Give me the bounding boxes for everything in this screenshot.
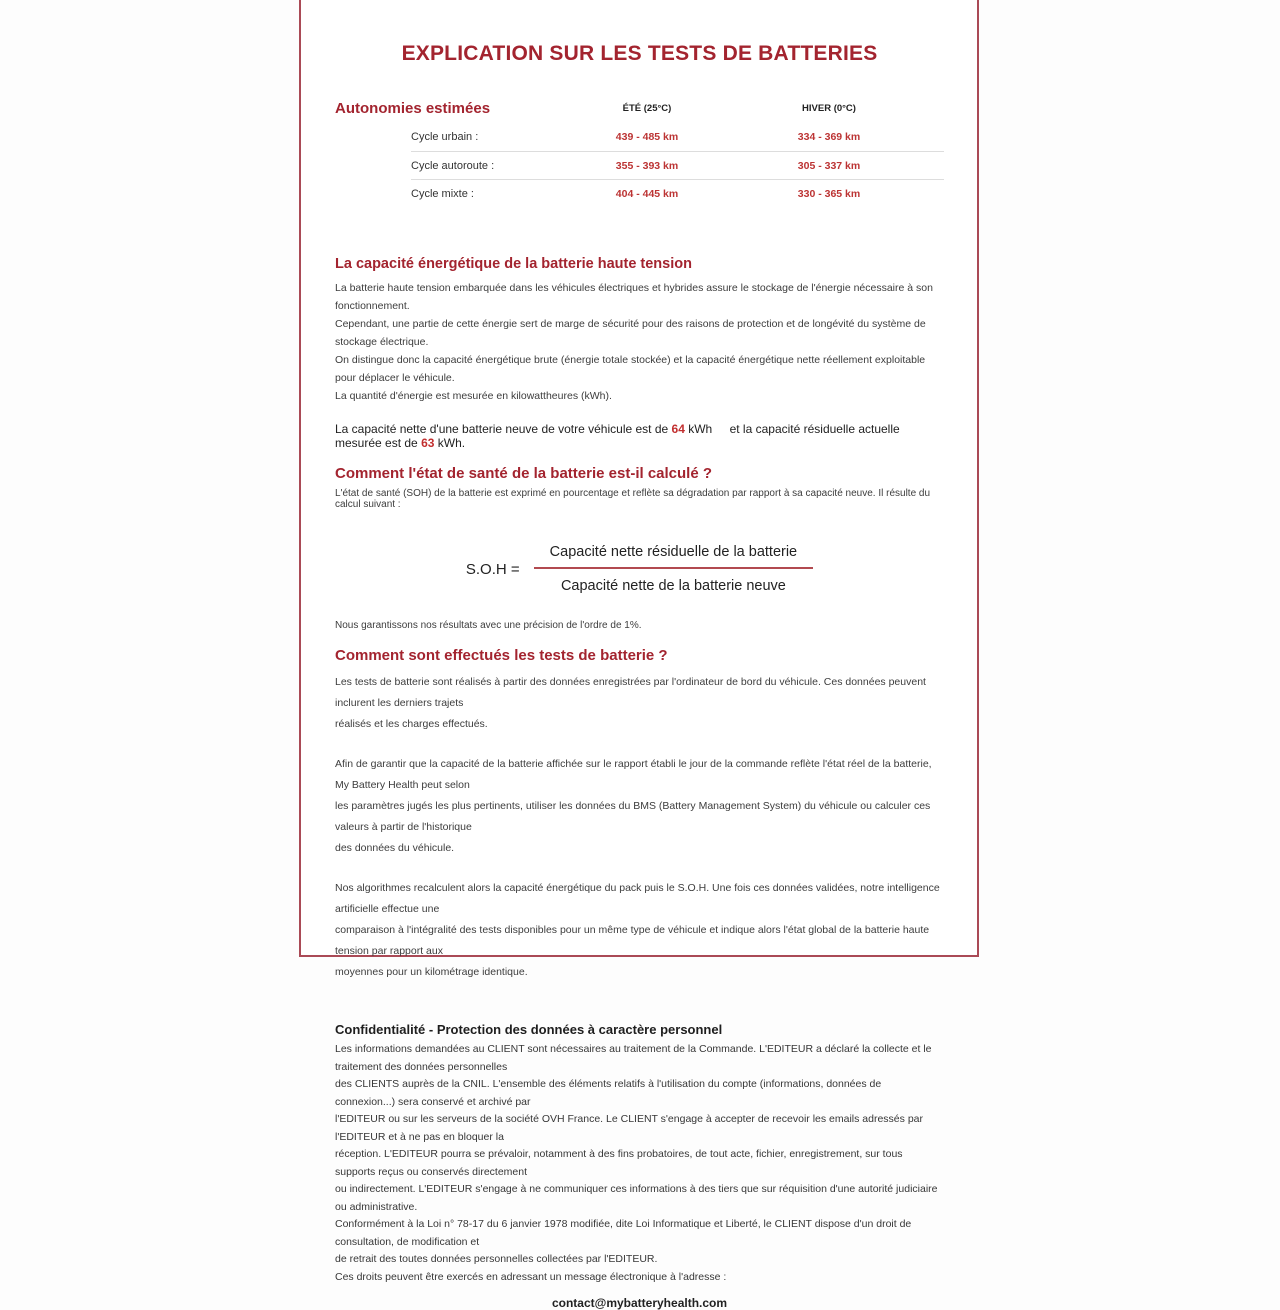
body-line: réception. L'EDITEUR pourra se prévaloir, notamment à des fins probatoires, de tout acte, fichier, enregistrement, sur tous supports reçus ou conservés directement [335, 1148, 903, 1178]
page-title: EXPLICATION SUR LES TESTS DE BATTERIES [401, 42, 878, 65]
table-row [411, 151, 944, 179]
residual-capacity-unit: kWh. [437, 436, 466, 450]
body-line: Conformément à la Loi n° 78-17 du 6 janvier 1978 modifiée, dite Loi Informatique et Liberté, le CLIENT dispose d'un droit de consultation, de modification et [335, 1218, 912, 1248]
body-line: Ces droits peuvent être exercés en adressant un message électronique à l'adresse : [335, 1270, 727, 1283]
section-tests-heading: Comment sont effectués les tests de batterie ? [335, 647, 668, 664]
tests-paragraph-1 [335, 672, 944, 735]
winter-value: 330 - 365 km [797, 187, 861, 200]
body-line: des données du véhicule. [335, 842, 455, 854]
formula-numerator: Capacité nette résiduelle de la batterie [534, 544, 813, 569]
tests-paragraph-3 [335, 878, 944, 983]
row-label: Cycle urbain : [411, 131, 479, 143]
summer-value: 355 - 393 km [615, 159, 679, 172]
autonomy-rows [335, 123, 944, 207]
body-line: Cependant, une partie de cette énergie sert de marge de sécurité pour des raisons de protection et de longévité du système de stockage électrique. [335, 318, 926, 348]
residual-capacity-value: 63 [421, 436, 435, 450]
precision-guarantee-line: Nous garantissons nos résultats avec une précision de l'ordre de 1%. [335, 620, 642, 631]
body-line: ou indirectement. L'EDITEUR s'engage à ne communiquer ces informations à des tiers que sur réquisition d'une autorité judiciaire ou administrative. [335, 1183, 938, 1213]
column-header-summer: ÉTÉ (25°C) [622, 103, 672, 114]
formula-denominator: Capacité nette de la batterie neuve [560, 578, 786, 594]
section-privacy-body [335, 1041, 944, 1286]
body-line: comparaison à l'intégralité des tests disponibles pour un même type de véhicule et indique alors l'état global de la batterie haute tension par rapport aux [335, 924, 930, 957]
report-page [299, 0, 979, 1310]
capacity-summary-line [335, 422, 944, 450]
body-line: des CLIENTS auprès de la CNIL. L'ensemble des éléments relatifs à l'utilisation du compte (informations, données de connexion...) sera conservé et archivé par [335, 1078, 882, 1108]
body-line: La batterie haute tension embarquée dans les véhicules électriques et hybrides assure le stockage de l'énergie nécessaire à son fonctionnement. [335, 282, 933, 312]
section-privacy-heading: Confidentialité - Protection des données à caractère personnel [335, 1022, 723, 1037]
body-line: Les tests de batterie sont réalisés à partir des données enregistrées par l'ordinateur de bord du véhicule. Ces données peuvent inclurent les derniers trajets [335, 676, 926, 709]
summary-lead: La capacité nette d'une batterie neuve de votre véhicule est de [335, 422, 669, 436]
autonomy-table-header [335, 100, 944, 117]
formula-fraction [534, 544, 813, 594]
new-capacity-unit: kWh [688, 422, 713, 436]
summary-mid: et la capacité résiduelle actuelle mesurée est de [335, 422, 900, 450]
contact-email: contact@mybatteryhealth.com [551, 1296, 728, 1310]
summer-value: 439 - 485 km [615, 131, 679, 143]
body-line: Nos algorithmes recalculent alors la capacité énergétique du pack puis le S.O.H. Une fois ces données validées, notre intelligence artificielle effectue une [335, 882, 940, 915]
body-line: réalisés et les charges effectués. [335, 718, 488, 730]
section-capacity-body [335, 279, 944, 405]
body-line: moyennes pour un kilométrage identique. [335, 966, 528, 978]
body-line: On distingue donc la capacité énergétique brute (énergie totale stockée) et la capacité énergétique nette réellement exploitable pour déplacer le véhicule. [335, 354, 926, 384]
tests-paragraph-2 [335, 754, 944, 859]
body-line: de retrait des toutes données personnelles collectées par l'EDITEUR. [335, 1253, 658, 1265]
table-row [411, 123, 944, 151]
section-privacy [335, 1022, 944, 1286]
autonomy-heading: Autonomies estimées [335, 100, 491, 117]
body-line: Les informations demandées au CLIENT sont nécessaires au traitement de la Commande. L'EDITEUR a déclaré la collecte et le traitement des données personnelles [335, 1043, 932, 1073]
winter-value: 305 - 337 km [797, 159, 861, 172]
row-label: Cycle mixte : [411, 187, 474, 200]
winter-value: 334 - 369 km [797, 131, 861, 143]
row-label: Cycle autoroute : [411, 159, 495, 172]
column-header-winter: HIVER (0°C) [802, 103, 856, 114]
section-soh-heading: Comment l'état de santé de la batterie est-il calculé ? [335, 465, 713, 482]
table-row [411, 179, 944, 207]
summer-value: 404 - 445 km [615, 187, 679, 200]
soh-formula [335, 544, 944, 594]
soh-intro-line: L'état de santé (SOH) de la batterie est exprimé en pourcentage et reflète sa dégradation par rapport à sa capacité neuve. Il résulte du calcul suivant : [335, 488, 931, 510]
autonomy-table [335, 100, 944, 207]
section-soh [335, 465, 944, 631]
section-capacity [335, 256, 944, 450]
section-capacity-heading: La capacité énergétique de la batterie haute tension [335, 256, 692, 272]
formula-lhs: S.O.H = [465, 560, 520, 578]
page-content [301, 42, 977, 1310]
section-tests [335, 647, 944, 983]
body-line: Afin de garantir que la capacité de la batterie affichée sur le rapport établi le jour de la commande reflète l'état réel de la batterie, My Battery Health peut selon [335, 758, 932, 791]
body-line: les paramètres jugés les plus pertinents, utiliser les données du BMS (Battery Management System) du véhicule ou calculer ces valeurs à partir de l'historique [335, 800, 931, 833]
new-capacity-value: 64 [671, 422, 685, 436]
body-line: La quantité d'énergie est mesurée en kilowattheures (kWh). [335, 390, 612, 402]
body-line: l'EDITEUR ou sur les serveurs de la société OVH France. Le CLIENT s'engage à accepter de recevoir les emails adressés par l'EDITEUR et à ne pas en bloquer la [335, 1113, 923, 1143]
